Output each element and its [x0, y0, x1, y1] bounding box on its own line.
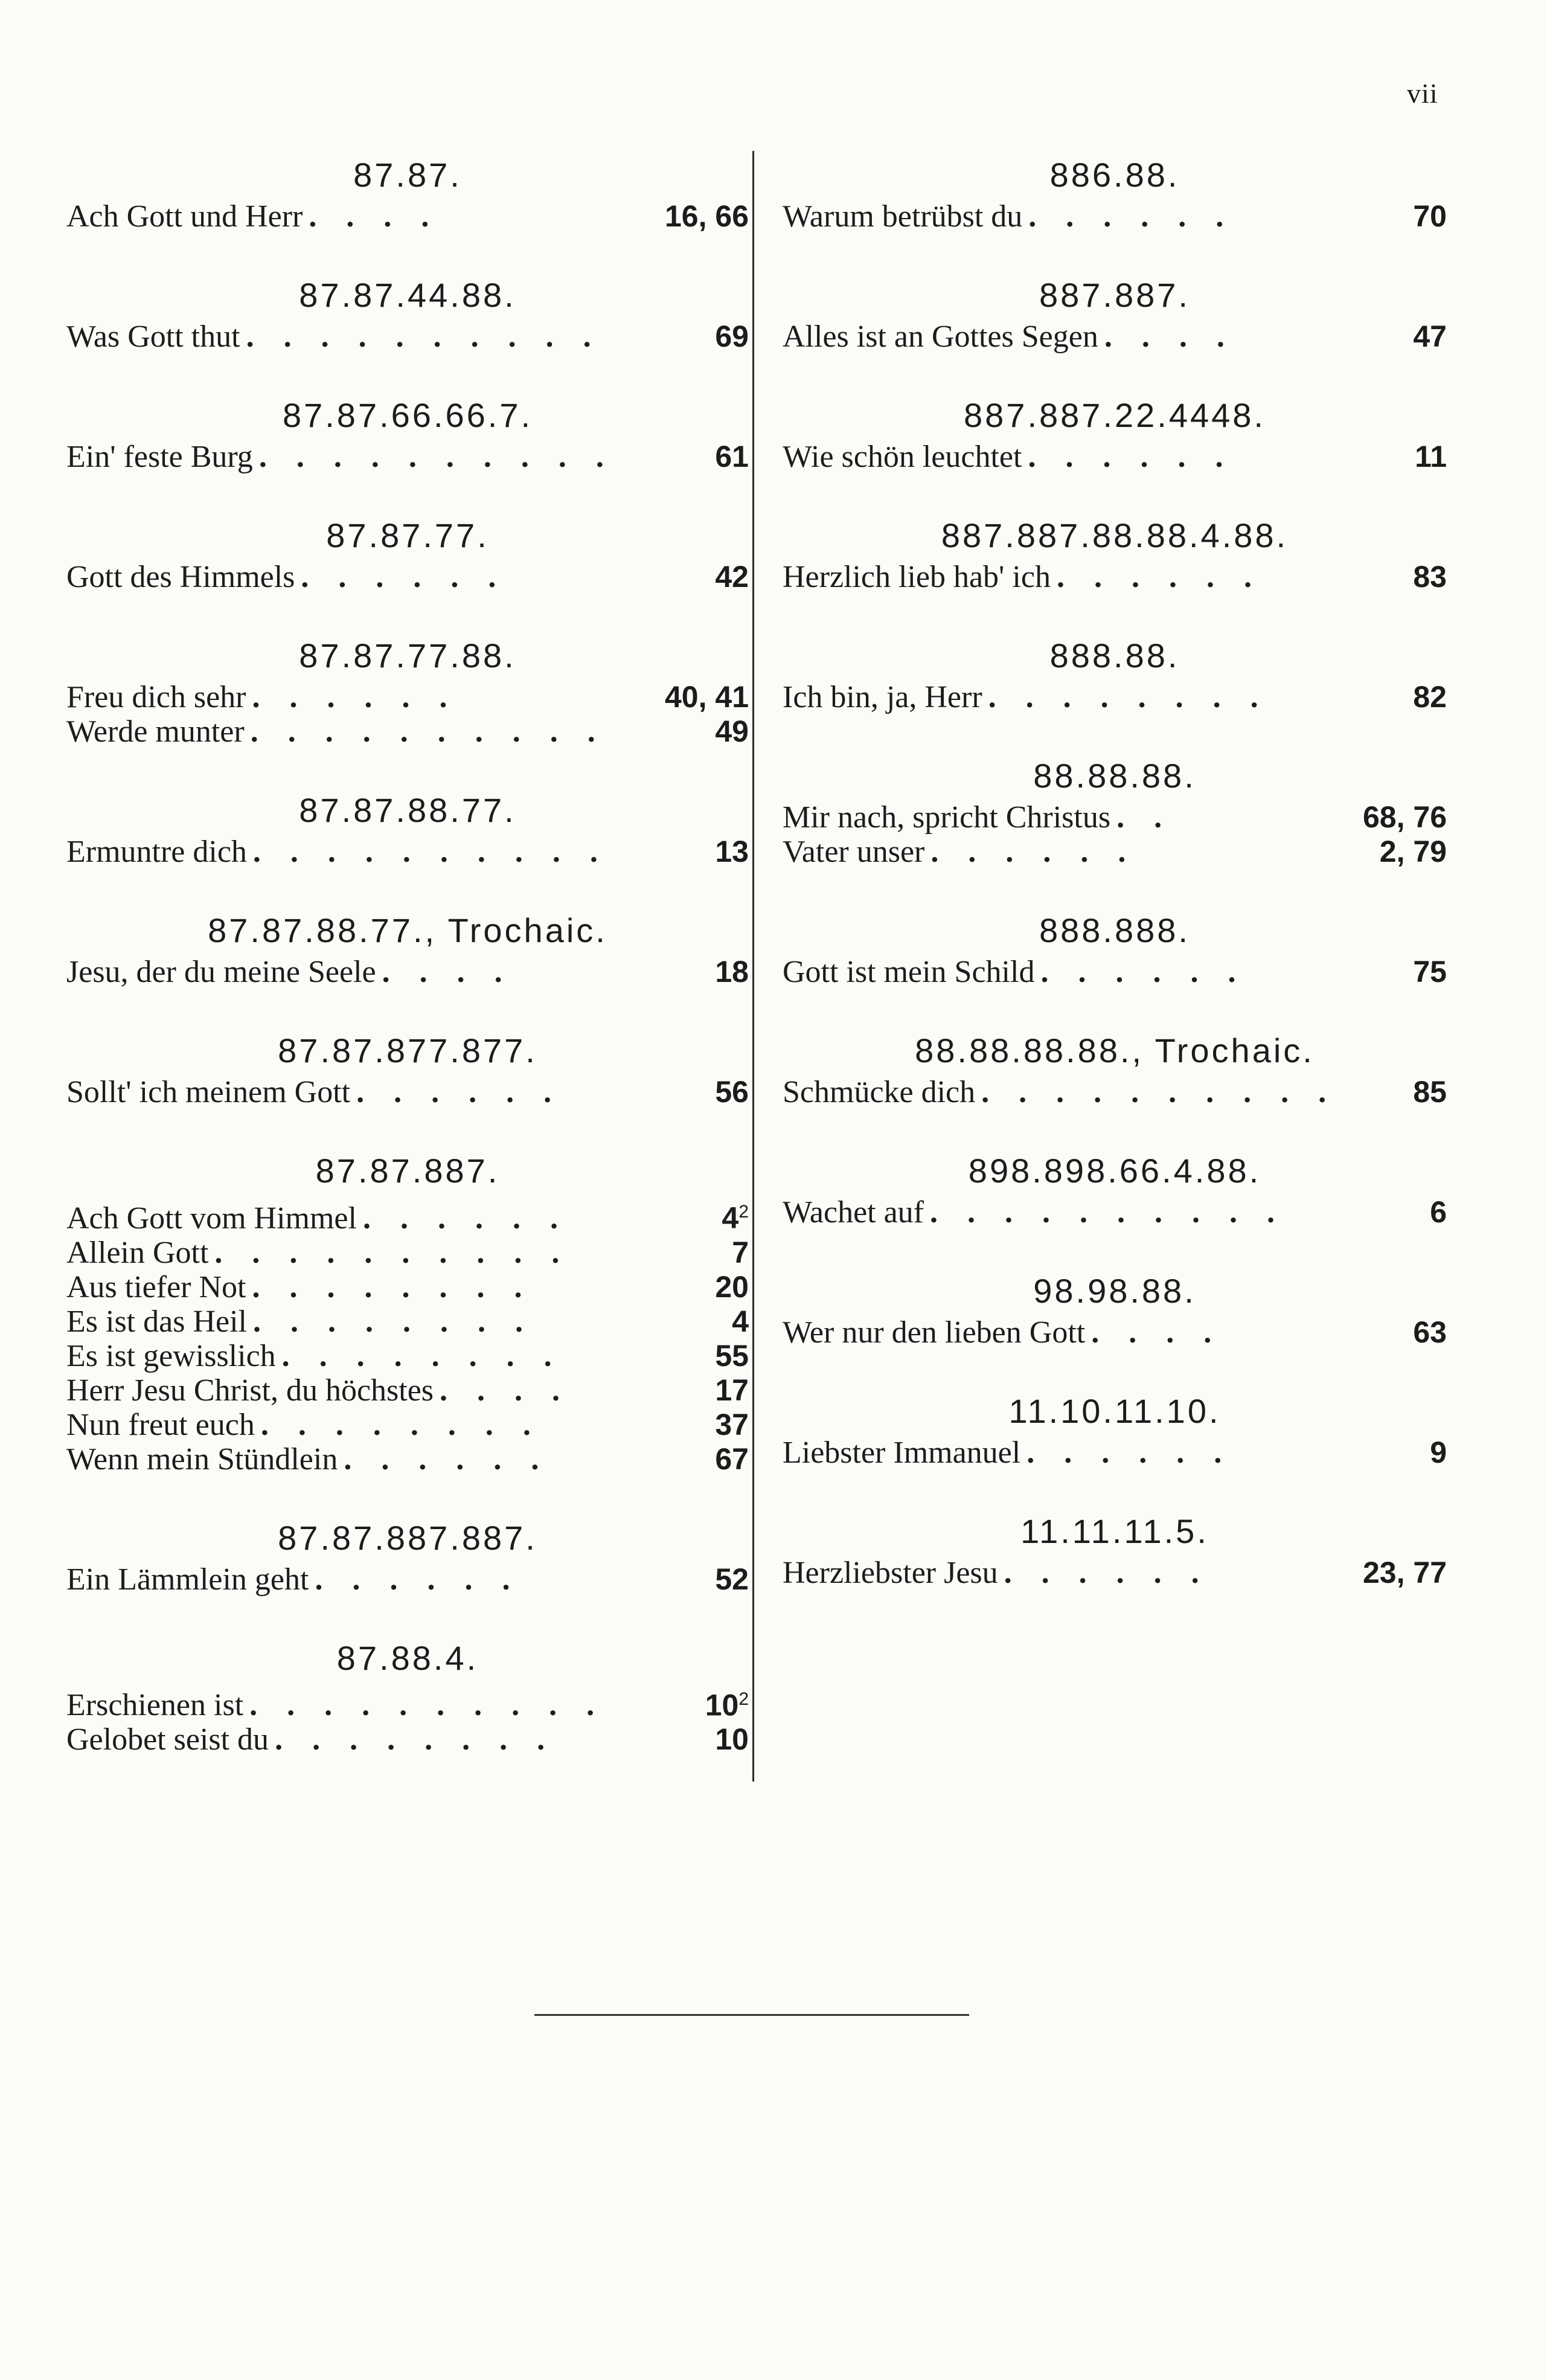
hymn-entry: [66, 680, 749, 714]
hymn-entry: [783, 1195, 1447, 1230]
hymn-number: [676, 955, 749, 989]
hymn-entry: [783, 1435, 1447, 1470]
meter-section: [66, 906, 749, 989]
meter-section: [66, 1147, 749, 1477]
hymn-number-text: 61: [715, 440, 749, 473]
leader-dots: . . . .: [382, 955, 513, 989]
meter-section: [783, 271, 1447, 354]
hymn-title: Ein Lämmlein geht: [66, 1562, 309, 1597]
hymn-entry: [66, 1339, 749, 1373]
hymn-entry: [783, 1075, 1447, 1109]
meter-heading: 98.98.88.: [1033, 1272, 1196, 1310]
hymn-entry: [66, 1270, 749, 1304]
hymn-title: Aus tiefer Not: [66, 1269, 246, 1304]
meter-heading: 887.887.: [1039, 276, 1190, 314]
hymn-number: [1374, 1075, 1447, 1109]
hymn-number: [676, 1682, 749, 1722]
meter-heading: 87.87.66.66.7.: [282, 396, 533, 434]
page-number: vii: [1407, 78, 1438, 109]
hymn-entry: [66, 560, 749, 594]
meter-heading: 87.87.88.77.: [299, 791, 516, 829]
hymn-entry: [783, 955, 1447, 989]
hymn-entry: [783, 680, 1447, 714]
leader-dots: . . . . . . . .: [252, 1304, 534, 1339]
hymn-number-text: 11: [1415, 440, 1447, 473]
hymn-number-text: 4: [732, 1304, 749, 1338]
hymn-title: Gelobet seist du: [66, 1722, 269, 1757]
hymn-number: [676, 1408, 749, 1442]
leader-dots: . . . . . .: [362, 1201, 569, 1236]
hymn-title: Alles ist an Gottes Segen: [783, 319, 1098, 354]
hymn-number-text: 7: [732, 1235, 749, 1269]
hymn-number-text: 63: [1413, 1315, 1447, 1349]
leader-dots: . . . . . . . . . .: [214, 1236, 571, 1270]
hymn-number-text: 9: [1430, 1435, 1447, 1469]
hymn-number: [676, 1722, 749, 1756]
hymn-entry: [783, 560, 1447, 594]
leader-dots: . . . . . .: [1040, 955, 1247, 989]
hymn-title: Vater unser: [783, 835, 925, 869]
hymn-entry: [66, 835, 749, 869]
hymn-title: Gott des Himmels: [66, 560, 295, 594]
hymn-number-superscript: 2: [738, 1202, 749, 1222]
hymn-title: Herzliebster Jesu: [783, 1556, 998, 1590]
bottom-rule: [534, 2014, 969, 2016]
meter-heading: 87.87.887.887.: [278, 1518, 537, 1557]
hymn-number: [676, 1304, 749, 1338]
hymn-number: [676, 560, 749, 594]
hymn-number-text: 16, 66: [664, 199, 749, 233]
meter-heading: 11.11.11.5.: [1020, 1512, 1209, 1550]
hymn-number-text: 37: [715, 1407, 749, 1442]
hymn-number: [665, 680, 749, 714]
leader-dots: . . . . . . . . . .: [258, 440, 615, 474]
leader-dots: . . . . . . . .: [275, 1723, 556, 1757]
hymn-number: [676, 1270, 749, 1304]
hymn-number-text: 47: [1413, 319, 1447, 353]
hymn-number-text: 83: [1413, 560, 1447, 594]
hymn-number-text: 42: [715, 560, 749, 594]
meter-section: [783, 1147, 1447, 1230]
meter-section: [66, 1027, 749, 1109]
hymn-number: [676, 1442, 749, 1476]
hymn-number-text: 82: [1413, 680, 1447, 714]
hymn-entry: [783, 199, 1447, 234]
meter-section: [783, 632, 1447, 714]
hymn-entry: [66, 1722, 749, 1757]
meter-heading: 11.10.11.10.: [1008, 1392, 1221, 1430]
hymn-number: [665, 199, 749, 233]
hymn-number-text: 23, 77: [1362, 1556, 1447, 1589]
hymn-number-text: 49: [715, 714, 749, 748]
meter-section: [66, 786, 749, 869]
hymn-title: Schmücke dich: [783, 1075, 976, 1109]
hymn-entry: [66, 714, 749, 749]
hymn-number-text: 2, 79: [1379, 835, 1447, 868]
hymn-entry: [66, 1304, 749, 1339]
meter-section: [783, 1027, 1447, 1109]
hymn-number-text: 55: [715, 1338, 749, 1373]
hymn-entry: [783, 800, 1447, 835]
hymn-number: [676, 440, 749, 473]
meter-section: [66, 271, 749, 354]
meter-heading: 88.88.88.88., Trochaic.: [915, 1031, 1315, 1070]
hymn-number-text: 67: [715, 1442, 749, 1476]
meter-section: [783, 151, 1447, 234]
hymn-number-text: 13: [715, 835, 749, 868]
leader-dots: . . . . . . . . . .: [246, 320, 602, 354]
hymn-number: [1374, 835, 1447, 868]
hymn-number-text: 70: [1413, 199, 1447, 233]
hymn-number: [1374, 680, 1447, 714]
hymn-title: Herzlich lieb hab' ich: [783, 560, 1051, 594]
right-index-column: [783, 151, 1447, 1628]
hymn-number: [676, 1075, 749, 1109]
hymn-title: Freu dich sehr: [66, 680, 246, 714]
hymn-number-text: 17: [715, 1373, 749, 1407]
leader-dots: . . . .: [1104, 320, 1235, 354]
hymn-number: [1374, 319, 1447, 353]
meter-heading: 888.88.: [1049, 637, 1180, 675]
hymn-number-superscript: 2: [738, 1689, 749, 1709]
hymn-title: Sollt' ich meinem Gott: [66, 1075, 351, 1109]
hymn-title: Mir nach, spricht Christus: [783, 800, 1111, 835]
hymn-title: Jesu, der du meine Seele: [66, 955, 376, 989]
hymn-title: Allein Gott: [66, 1235, 209, 1270]
hymn-number: [676, 1339, 749, 1373]
meter-section: [66, 632, 749, 749]
hymn-number: [1374, 955, 1447, 989]
leader-dots: . . . . . .: [930, 835, 1137, 869]
hymn-title: Erschienen ist: [66, 1688, 244, 1723]
meter-heading: 87.87.877.877.: [278, 1031, 537, 1070]
hymn-entry: [66, 319, 749, 354]
hymn-number-text: 18: [715, 955, 749, 989]
left-index-column: [66, 151, 749, 1794]
hymn-title: Ach Gott und Herr: [66, 199, 303, 234]
leader-dots: . . . . . .: [1028, 440, 1234, 474]
hymn-number: [676, 1562, 749, 1596]
hymn-entry: [66, 1075, 749, 1109]
hymn-entry: [66, 955, 749, 989]
hymn-title: Wenn mein Stündlein: [66, 1442, 338, 1477]
hymn-number-text: 6: [1430, 1195, 1447, 1229]
leader-dots: . . . . . . . .: [260, 1408, 542, 1442]
meter-section: [66, 1634, 749, 1757]
leader-dots: . . . . . .: [344, 1442, 550, 1477]
hymn-title: Was Gott thut: [66, 319, 240, 354]
hymn-number: [1363, 1556, 1447, 1589]
meter-section: [783, 391, 1447, 474]
leader-dots: . . . .: [440, 1373, 571, 1408]
hymn-entry: [66, 1442, 749, 1477]
leader-dots: . . . . . . . . . .: [252, 835, 609, 869]
hymn-number: [676, 835, 749, 868]
hymn-entry: [66, 1562, 749, 1597]
meter-section: [783, 1507, 1447, 1590]
leader-dots: . . . . . .: [356, 1076, 563, 1109]
leader-dots: . . . .: [1091, 1316, 1223, 1350]
hymn-number: [1374, 560, 1447, 594]
meter-section: [66, 391, 749, 474]
hymn-entry: [66, 1373, 749, 1408]
hymn-number: [1374, 1195, 1447, 1229]
meter-heading: 87.88.4.: [336, 1638, 479, 1677]
hymn-title: Warum betrübst du: [783, 199, 1023, 234]
hymn-number-text: 52: [715, 1562, 749, 1596]
meter-section: [66, 151, 749, 234]
hymn-entry: [66, 1408, 749, 1442]
hymn-title: Ermuntre dich: [66, 835, 247, 869]
hymn-number-text: 85: [1413, 1075, 1447, 1109]
hymn-number: [1374, 1315, 1447, 1349]
hymn-title: Wachet auf: [783, 1195, 924, 1230]
leader-dots: . .: [1116, 801, 1173, 835]
leader-dots: . . . . . . . . . .: [981, 1076, 1337, 1109]
hymn-entry: [783, 319, 1447, 354]
leader-dots: . . . .: [309, 200, 440, 234]
meter-heading: 887.887.88.88.4.88.: [941, 516, 1289, 554]
hymn-title: Herr Jesu Christ, du höchstes: [66, 1373, 434, 1408]
leader-dots: . . . . . . . .: [281, 1339, 563, 1373]
hymn-title: Gott ist mein Schild: [783, 955, 1035, 989]
meter-heading: 886.88.: [1049, 156, 1180, 194]
meter-heading: 87.87.88.77., Trochaic.: [208, 911, 607, 949]
leader-dots: . . . . . . . . . .: [249, 1689, 606, 1723]
hymn-entry: [66, 1682, 749, 1723]
meter-heading: 87.87.77.: [326, 516, 489, 554]
meter-heading: 87.87.44.88.: [299, 276, 516, 314]
hymn-entry: [66, 1195, 749, 1236]
hymn-title: Ein' feste Burg: [66, 440, 253, 474]
leader-dots: . . . . . .: [1027, 1436, 1233, 1470]
hymn-number: [1374, 440, 1447, 473]
meter-heading: 887.887.22.4448.: [964, 396, 1266, 434]
hymn-title: Es ist gewisslich: [66, 1338, 276, 1373]
hymn-title: Ich bin, ja, Herr: [783, 680, 982, 714]
hymn-number-text: 10: [705, 1688, 739, 1722]
hymn-number: [676, 1236, 749, 1269]
meter-section: [66, 512, 749, 594]
meter-heading: 87.87.77.88.: [299, 637, 516, 675]
hymn-entry: [66, 1236, 749, 1270]
meter-section: [66, 1514, 749, 1597]
leader-dots: . . . . . .: [315, 1562, 521, 1597]
meter-section: [783, 1267, 1447, 1350]
leader-dots: . . . . . . . .: [988, 681, 1269, 714]
meter-heading: 87.87.: [353, 156, 462, 194]
hymn-number: [676, 1373, 749, 1407]
leader-dots: . . . . . .: [1056, 560, 1263, 594]
leader-dots: . . . . . .: [252, 681, 458, 714]
hymn-entry: [66, 199, 749, 234]
hymn-number: [1363, 800, 1447, 834]
hymn-number: [1374, 1435, 1447, 1469]
hymn-number: [1374, 199, 1447, 233]
hymn-number: [676, 1195, 749, 1235]
leader-dots: . . . . . .: [301, 560, 507, 594]
meter-heading: 88.88.88.: [1033, 757, 1196, 795]
leader-dots: . . . . . .: [1004, 1556, 1210, 1590]
column-divider: [752, 151, 754, 1782]
hymn-entry: [783, 835, 1447, 869]
hymn-number-text: 56: [715, 1075, 749, 1109]
meter-heading: 87.87.887.: [315, 1152, 500, 1190]
meter-section: [783, 512, 1447, 594]
hymn-number-text: 69: [715, 319, 749, 353]
hymn-number: [676, 714, 749, 748]
hymn-number-text: 4: [722, 1201, 739, 1235]
hymn-number-text: 68, 76: [1362, 800, 1447, 834]
hymn-title: Liebster Immanuel: [783, 1435, 1021, 1470]
hymn-title: Wie schön leuchtet: [783, 440, 1022, 474]
hymn-number-text: 10: [715, 1722, 749, 1757]
leader-dots: . . . . . . . . . .: [930, 1196, 1286, 1230]
hymn-entry: [783, 1556, 1447, 1590]
hymn-entry: [783, 440, 1447, 474]
hymn-number-text: 20: [715, 1269, 749, 1304]
hymn-title: Ach Gott vom Himmel: [66, 1201, 357, 1236]
hymn-title: Es ist das Heil: [66, 1304, 247, 1339]
hymn-number-text: 40, 41: [664, 680, 749, 714]
hymn-title: Werde munter: [66, 714, 245, 749]
hymn-number: [676, 319, 749, 353]
hymn-entry: [66, 440, 749, 474]
meter-section: [783, 906, 1447, 989]
leader-dots: . . . . . .: [1028, 200, 1235, 234]
leader-dots: . . . . . . . . . .: [250, 715, 606, 749]
hymn-title: Wer nur den lieben Gott: [783, 1315, 1086, 1350]
hymn-number-text: 75: [1413, 955, 1447, 989]
hymn-entry: [783, 1315, 1447, 1350]
meter-section: [783, 752, 1447, 869]
hymn-title: Nun freut euch: [66, 1407, 255, 1442]
meter-heading: 888.888.: [1039, 911, 1190, 949]
meter-heading: 898.898.66.4.88.: [968, 1152, 1261, 1190]
leader-dots: . . . . . . . .: [252, 1270, 533, 1304]
meter-section: [783, 1387, 1447, 1470]
